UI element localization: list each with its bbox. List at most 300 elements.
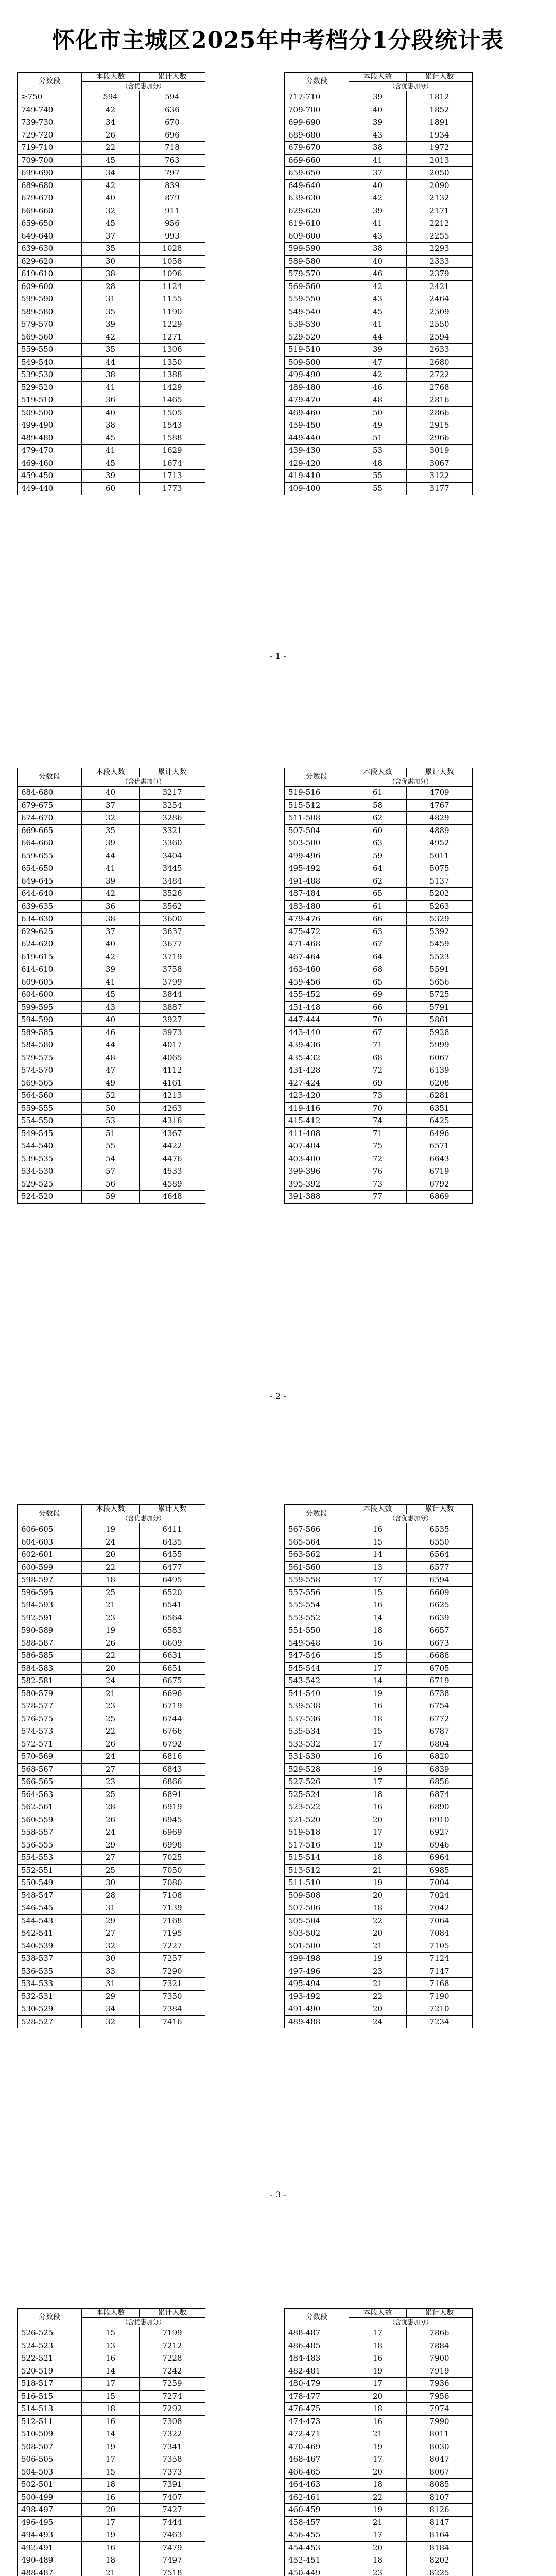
count-cell: 16 — [349, 2352, 407, 2365]
count-cell: 65 — [349, 976, 407, 989]
cumulative-cell: 1190 — [140, 306, 205, 318]
score-cell: 589-585 — [18, 1026, 82, 1039]
table-row — [18, 1115, 205, 1128]
cumulative-cell: 1629 — [140, 445, 205, 457]
count-cell: 14 — [349, 1549, 407, 1562]
score-cell: 739-730 — [18, 116, 82, 129]
table-row — [285, 1814, 473, 1826]
score-cell: 489-488 — [285, 2015, 349, 2028]
table-row — [18, 217, 205, 230]
table-row — [285, 963, 473, 976]
count-cell: 40 — [349, 104, 407, 116]
table-row — [18, 1751, 205, 1764]
cumulative-cell: 7147 — [407, 1965, 473, 1978]
table-row — [285, 406, 473, 419]
count-cell: 41 — [349, 318, 407, 331]
score-cell: 619-610 — [285, 217, 349, 230]
cumulative-cell: 6571 — [407, 1140, 473, 1153]
table-row — [285, 129, 473, 142]
cumulative-cell: 8126 — [407, 2504, 473, 2517]
table-row — [285, 900, 473, 913]
table-row — [285, 1549, 473, 1562]
score-cell: 539-530 — [18, 369, 82, 382]
header-note: （含优惠加分） — [82, 82, 205, 91]
score-table — [17, 1504, 205, 2028]
table-row — [18, 1127, 205, 1140]
table-row — [285, 1064, 473, 1077]
score-cell: 554-553 — [18, 1852, 82, 1865]
score-cell: 514-513 — [18, 2403, 82, 2416]
cumulative-cell: 8085 — [407, 2479, 473, 2492]
table-row — [18, 1877, 205, 1890]
score-cell: 561-560 — [285, 1561, 349, 1574]
score-cell: 522-521 — [18, 2352, 82, 2365]
cumulative-cell: 7358 — [140, 2453, 205, 2466]
score-cell: 479-476 — [285, 913, 349, 926]
table-row — [18, 1978, 205, 1991]
cumulative-cell: 4533 — [140, 1165, 205, 1178]
table-row — [18, 1864, 205, 1877]
count-cell: 27 — [82, 1763, 140, 1776]
header-count: 本段人数 — [82, 1505, 140, 1514]
count-cell: 19 — [82, 2529, 140, 2542]
cumulative-cell: 1674 — [140, 457, 205, 470]
table-row — [285, 470, 473, 483]
count-cell: 65 — [349, 888, 407, 901]
cumulative-cell: 6564 — [140, 1612, 205, 1624]
table-row — [18, 1014, 205, 1027]
score-cell: 558-557 — [18, 1826, 82, 1839]
score-cell: 624-620 — [18, 938, 82, 951]
score-cell: 520-519 — [18, 2365, 82, 2378]
cumulative-cell: 2550 — [407, 318, 473, 331]
table-row — [285, 1751, 473, 1764]
count-cell: 25 — [82, 1713, 140, 1725]
count-cell: 24 — [82, 1536, 140, 1549]
score-cell: 529-520 — [18, 381, 82, 394]
count-cell: 16 — [349, 1523, 407, 1536]
table-row — [18, 192, 205, 205]
score-cell: 629-625 — [18, 925, 82, 938]
count-cell: 48 — [82, 1052, 140, 1064]
table-row — [285, 2441, 473, 2453]
table-row — [285, 787, 473, 800]
score-cell: 458-457 — [285, 2516, 349, 2529]
count-cell: 18 — [349, 1788, 407, 1801]
cumulative-cell: 6945 — [140, 1814, 205, 1826]
table-row — [285, 1788, 473, 1801]
count-cell: 15 — [82, 2390, 140, 2403]
cumulative-cell: 6891 — [140, 1788, 205, 1801]
header-note: （含优惠加分） — [349, 82, 473, 91]
table-row — [285, 457, 473, 470]
table-row — [285, 1776, 473, 1789]
score-cell: 523-522 — [285, 1801, 349, 1814]
table-row — [285, 1140, 473, 1153]
count-cell: 51 — [349, 432, 407, 445]
count-cell: 37 — [82, 925, 140, 938]
count-cell: 30 — [82, 1877, 140, 1890]
count-cell: 38 — [349, 243, 407, 256]
score-cell: 528-527 — [18, 2015, 82, 2028]
cumulative-cell: 7391 — [140, 2479, 205, 2492]
score-cell: 504-503 — [18, 2466, 82, 2479]
count-cell: 38 — [349, 142, 407, 155]
table-row — [18, 1725, 205, 1738]
cumulative-cell: 6351 — [407, 1102, 473, 1115]
table-row — [18, 1549, 205, 1562]
score-cell: 684-680 — [18, 787, 82, 800]
count-cell: 17 — [349, 1574, 407, 1587]
cumulative-cell: 7210 — [407, 2003, 473, 2016]
table-row — [18, 318, 205, 331]
table-row — [285, 888, 473, 901]
count-cell: 69 — [349, 989, 407, 1002]
table-row — [285, 192, 473, 205]
score-cell: 519-516 — [285, 787, 349, 800]
table-row — [18, 1140, 205, 1153]
count-cell: 26 — [82, 129, 140, 142]
score-cell: 551-550 — [285, 1624, 349, 1637]
count-cell: 48 — [349, 394, 407, 407]
cumulative-cell: 2090 — [407, 179, 473, 192]
score-cell: 574-573 — [18, 1725, 82, 1738]
score-cell: 395-392 — [285, 1178, 349, 1191]
count-cell: 45 — [82, 432, 140, 445]
table-row — [18, 1039, 205, 1052]
cumulative-cell: 4367 — [140, 1127, 205, 1140]
table-row — [18, 989, 205, 1002]
table-row — [18, 1788, 205, 1801]
table-row — [18, 104, 205, 116]
table-row — [18, 812, 205, 825]
cumulative-cell: 6208 — [407, 1077, 473, 1090]
cumulative-cell: 6643 — [407, 1153, 473, 1165]
cumulative-cell: 2379 — [407, 268, 473, 281]
cumulative-cell: 2680 — [407, 356, 473, 369]
header-note: （含优惠加分） — [82, 2318, 205, 2327]
table-row — [285, 1687, 473, 1700]
count-cell: 45 — [82, 154, 140, 167]
table-row — [285, 1978, 473, 1991]
score-cell: 403-400 — [285, 1153, 349, 1165]
score-cell: 532-531 — [18, 1990, 82, 2003]
table-row — [18, 2491, 205, 2504]
table-row — [285, 1090, 473, 1103]
table-row — [285, 2491, 473, 2504]
score-cell: 599-590 — [285, 243, 349, 256]
table-row — [285, 230, 473, 243]
score-cell: 470-469 — [285, 2441, 349, 2453]
score-cell: 614-610 — [18, 963, 82, 976]
count-cell: 36 — [82, 900, 140, 913]
header-note: （含优惠加分） — [349, 1514, 473, 1523]
cumulative-cell: 8067 — [407, 2466, 473, 2479]
count-cell: 26 — [82, 1637, 140, 1650]
score-cell: 599-595 — [18, 1001, 82, 1014]
table-row — [18, 1889, 205, 1902]
score-cell: 540-539 — [18, 1940, 82, 1953]
score-cell: 559-550 — [18, 344, 82, 357]
count-cell: 20 — [349, 2541, 407, 2554]
count-cell: 67 — [349, 1026, 407, 1039]
score-cell: 503-502 — [285, 1927, 349, 1940]
header-note: （含优惠加分） — [82, 777, 205, 787]
table-row — [285, 1801, 473, 1814]
table-row — [18, 1675, 205, 1688]
count-cell: 39 — [82, 318, 140, 331]
cumulative-cell: 8107 — [407, 2491, 473, 2504]
count-cell: 66 — [349, 913, 407, 926]
cumulative-cell: 7866 — [407, 2327, 473, 2340]
count-cell: 19 — [349, 2504, 407, 2517]
score-cell: 609-600 — [285, 230, 349, 243]
score-cell: 529-520 — [285, 331, 349, 344]
table-row — [18, 457, 205, 470]
score-cell: 584-583 — [18, 1662, 82, 1675]
score-cell: 709-700 — [18, 154, 82, 167]
table-row — [18, 1763, 205, 1776]
cumulative-cell: 4952 — [407, 837, 473, 850]
count-cell: 52 — [82, 1090, 140, 1103]
cumulative-cell: 5861 — [407, 1014, 473, 1027]
table-row — [18, 1153, 205, 1165]
table-row — [18, 2516, 205, 2529]
table-row — [18, 799, 205, 812]
count-cell: 18 — [82, 2554, 140, 2567]
table-row — [18, 419, 205, 432]
score-cell: 460-459 — [285, 2504, 349, 2517]
table-row — [18, 2541, 205, 2554]
cumulative-cell: 7384 — [140, 2003, 205, 2016]
count-cell: 41 — [349, 154, 407, 167]
cumulative-cell: 7274 — [140, 2390, 205, 2403]
table-row — [18, 925, 205, 938]
score-cell: 594-590 — [18, 1014, 82, 1027]
score-cell: 489-480 — [285, 381, 349, 394]
count-cell: 40 — [349, 255, 407, 268]
score-cell: 539-538 — [285, 1700, 349, 1713]
table-row — [285, 104, 473, 116]
score-cell: 479-470 — [18, 445, 82, 457]
count-cell: 18 — [349, 2554, 407, 2567]
cumulative-cell: 6675 — [140, 1675, 205, 1688]
header-note: （含优惠加分） — [82, 1514, 205, 1523]
score-table — [284, 768, 473, 1204]
cumulative-cell: 2132 — [407, 192, 473, 205]
cumulative-cell: 6843 — [140, 1763, 205, 1776]
cumulative-cell: 6866 — [140, 1776, 205, 1789]
cumulative-cell: 8202 — [407, 2554, 473, 2567]
table-row — [18, 951, 205, 963]
score-cell: 497-496 — [285, 1965, 349, 1978]
count-cell: 16 — [82, 2541, 140, 2554]
cumulative-cell: 6281 — [407, 1090, 473, 1103]
score-cell: 565-564 — [285, 1536, 349, 1549]
count-cell: 19 — [82, 2441, 140, 2453]
cumulative-cell: 6969 — [140, 1826, 205, 1839]
score-cell: 536-535 — [18, 1965, 82, 1978]
cumulative-cell: 5075 — [407, 862, 473, 875]
table-row — [285, 1940, 473, 1953]
score-cell: 634-630 — [18, 913, 82, 926]
table-row — [285, 824, 473, 837]
score-cell: 427-424 — [285, 1077, 349, 1090]
cumulative-cell: 1852 — [407, 104, 473, 116]
table-row — [18, 154, 205, 167]
count-cell: 31 — [82, 1978, 140, 1991]
cumulative-cell: 6550 — [407, 1536, 473, 1549]
cumulative-cell: 7064 — [407, 1914, 473, 1927]
cumulative-cell: 670 — [140, 116, 205, 129]
cumulative-cell: 4213 — [140, 1090, 205, 1103]
cumulative-cell: 6874 — [407, 1788, 473, 1801]
table-row — [18, 445, 205, 457]
table-row — [285, 1574, 473, 1587]
cumulative-cell: 6435 — [140, 1536, 205, 1549]
score-cell: 515-514 — [285, 1852, 349, 1865]
cumulative-cell: 1429 — [140, 381, 205, 394]
cumulative-cell: 1812 — [407, 91, 473, 104]
score-cell: 419-416 — [285, 1102, 349, 1115]
cumulative-cell: 1773 — [140, 482, 205, 495]
score-table — [284, 2308, 473, 2576]
table-row — [18, 2529, 205, 2542]
count-cell: 45 — [82, 457, 140, 470]
table-row — [285, 445, 473, 457]
header-count: 本段人数 — [82, 73, 140, 82]
count-cell: 38 — [82, 419, 140, 432]
count-cell: 19 — [349, 1763, 407, 1776]
cumulative-cell: 7024 — [407, 1889, 473, 1902]
count-cell: 30 — [82, 255, 140, 268]
table-row — [18, 1026, 205, 1039]
cumulative-cell: 7290 — [140, 1965, 205, 1978]
score-cell: 564-560 — [18, 1090, 82, 1103]
table-row — [285, 1725, 473, 1738]
table-row — [285, 2516, 473, 2529]
table-row — [285, 989, 473, 1002]
count-cell: 59 — [349, 850, 407, 862]
table-row — [285, 179, 473, 192]
count-cell: 55 — [349, 482, 407, 495]
count-cell: 73 — [349, 1090, 407, 1103]
count-cell: 17 — [349, 1738, 407, 1751]
table-row — [285, 875, 473, 888]
table-row — [18, 356, 205, 369]
table-row — [18, 1090, 205, 1103]
table-row — [18, 2479, 205, 2492]
score-cell: 582-581 — [18, 1675, 82, 1688]
count-cell: 37 — [349, 167, 407, 180]
count-cell: 22 — [82, 1725, 140, 1738]
cumulative-cell: 2594 — [407, 331, 473, 344]
score-table — [284, 72, 473, 495]
table-row — [18, 179, 205, 192]
score-cell: 503-500 — [285, 837, 349, 850]
count-cell: 18 — [82, 2479, 140, 2492]
count-cell: 39 — [349, 116, 407, 129]
cumulative-cell: 6411 — [140, 1523, 205, 1536]
count-cell: 73 — [349, 1178, 407, 1191]
cumulative-cell: 4017 — [140, 1039, 205, 1052]
table-row — [285, 1523, 473, 1536]
count-cell: 19 — [349, 1953, 407, 1965]
count-cell: 22 — [349, 2491, 407, 2504]
table-row — [18, 787, 205, 800]
count-cell: 48 — [349, 457, 407, 470]
cumulative-cell: 5459 — [407, 938, 473, 951]
table-row — [285, 1826, 473, 1839]
count-cell: 54 — [82, 1153, 140, 1165]
table-row — [285, 2567, 473, 2576]
count-cell: 31 — [82, 293, 140, 306]
cumulative-cell: 6719 — [140, 1700, 205, 1713]
cumulative-cell: 1972 — [407, 142, 473, 155]
table-row — [18, 331, 205, 344]
count-cell: 60 — [82, 482, 140, 495]
cumulative-cell: 1350 — [140, 356, 205, 369]
count-cell: 38 — [82, 369, 140, 382]
header-cumulative: 累计人数 — [407, 768, 473, 777]
score-cell: 539-535 — [18, 1153, 82, 1165]
cumulative-cell: 6657 — [407, 1624, 473, 1637]
cumulative-cell: 879 — [140, 192, 205, 205]
score-cell: 541-540 — [285, 1687, 349, 1700]
count-cell: 24 — [349, 2015, 407, 2028]
cumulative-cell: 8030 — [407, 2441, 473, 2453]
table-row — [18, 824, 205, 837]
table-row — [18, 2378, 205, 2391]
score-cell: 545-544 — [285, 1662, 349, 1675]
count-cell: 32 — [82, 812, 140, 825]
table-row — [18, 2453, 205, 2466]
score-cell: 419-410 — [285, 470, 349, 483]
table-row — [18, 875, 205, 888]
count-cell: 24 — [82, 1826, 140, 1839]
table-row — [285, 1763, 473, 1776]
score-cell: 407-404 — [285, 1140, 349, 1153]
count-cell: 68 — [349, 963, 407, 976]
score-cell: 538-537 — [18, 1953, 82, 1965]
count-cell: 16 — [349, 1599, 407, 1612]
score-cell: 679-675 — [18, 799, 82, 812]
score-cell: 629-620 — [285, 205, 349, 217]
table-row — [285, 2378, 473, 2391]
table-row — [285, 1115, 473, 1128]
count-cell: 594 — [82, 91, 140, 104]
cumulative-cell: 3600 — [140, 913, 205, 926]
table-row — [285, 91, 473, 104]
cumulative-cell: 5329 — [407, 913, 473, 926]
table-row — [285, 1102, 473, 1115]
count-cell: 32 — [82, 1940, 140, 1953]
cumulative-cell: 7463 — [140, 2529, 205, 2542]
table-row — [18, 167, 205, 180]
cumulative-cell: 6772 — [407, 1713, 473, 1725]
count-cell: 42 — [349, 369, 407, 382]
cumulative-cell: 3927 — [140, 1014, 205, 1027]
cumulative-cell: 3122 — [407, 470, 473, 483]
page-number: - 3 - — [270, 2190, 286, 2199]
table-row — [18, 2428, 205, 2441]
cumulative-cell: 4422 — [140, 1140, 205, 1153]
count-cell: 70 — [349, 1102, 407, 1115]
table-row — [18, 1165, 205, 1178]
score-cell: 487-484 — [285, 888, 349, 901]
score-cell: 604-600 — [18, 989, 82, 1002]
count-cell: 40 — [82, 938, 140, 951]
